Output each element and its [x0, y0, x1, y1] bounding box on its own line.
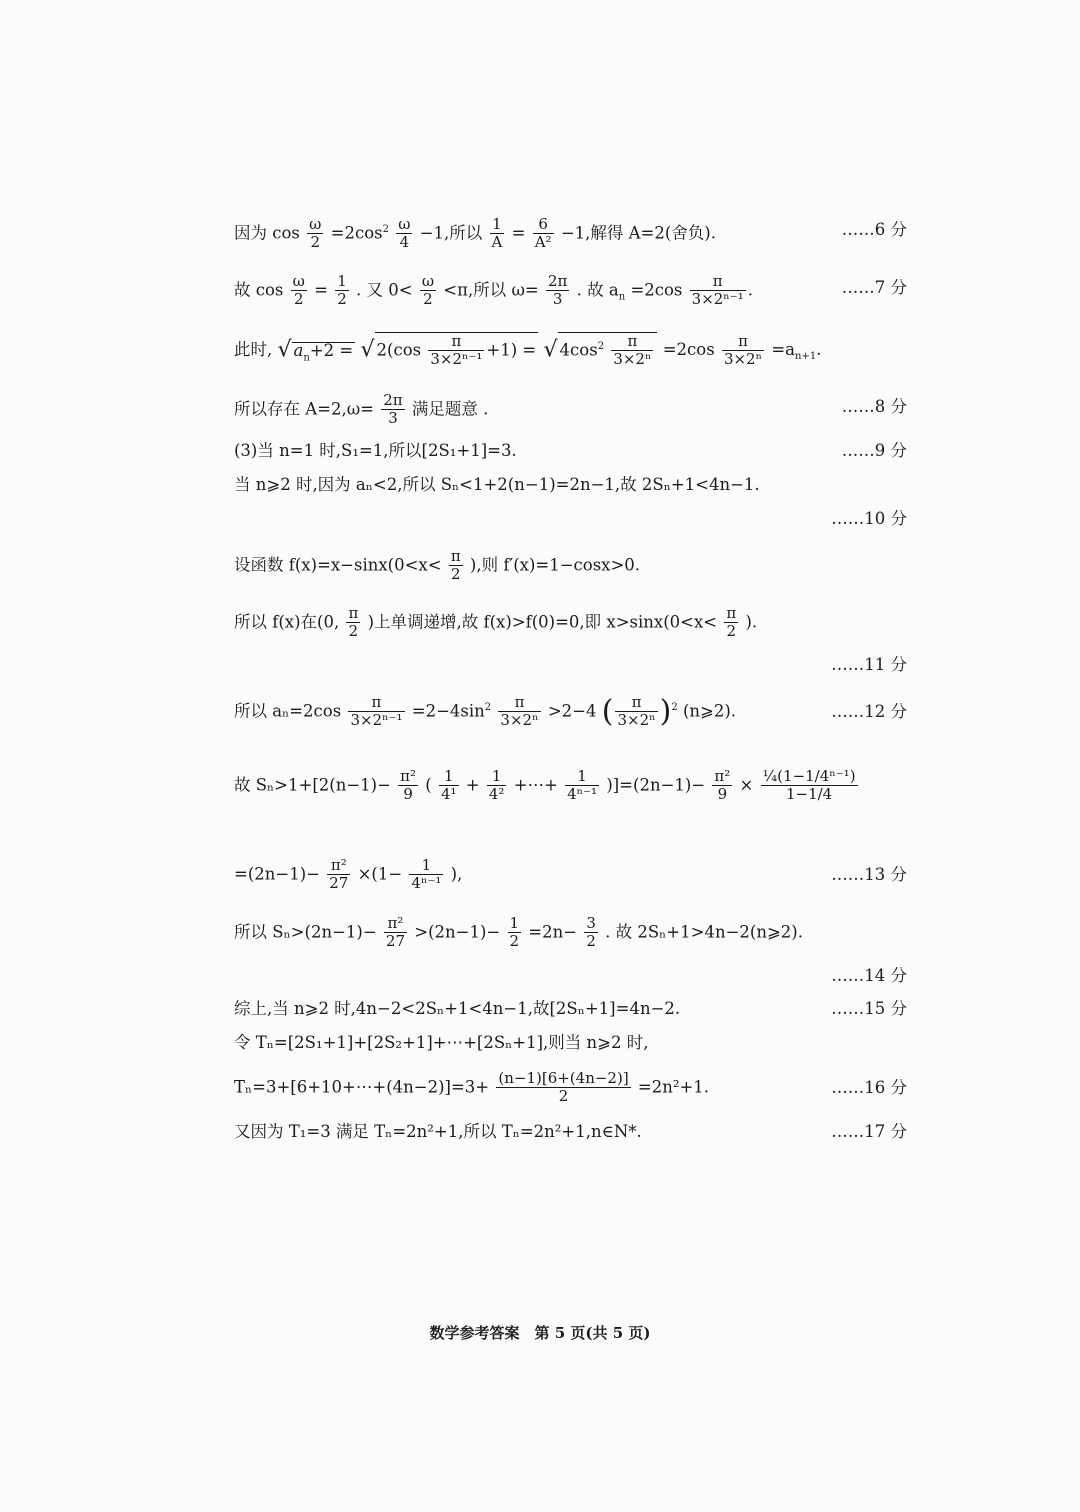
fraction: $\frac{1}{A}$	[491, 215, 503, 252]
fraction: $\frac{\omega}{2}$	[421, 272, 435, 309]
score-7: ……7 分	[841, 278, 907, 297]
text: . 故 2Sₙ+1>4n−2(n⩾2).	[605, 922, 803, 942]
fraction: $\frac{\text{π²}}{27}$	[329, 856, 349, 893]
text: =a	[771, 339, 796, 359]
text: =2−4sin	[411, 701, 485, 721]
text: 故 cos	[234, 280, 284, 300]
text: Tₙ=3+[6+10+⋯+(4n−2)]=3+	[234, 1077, 490, 1097]
text: 所以 f(x)在(0,	[234, 612, 340, 632]
fraction: $\frac{\text{π²}}{27}$	[385, 914, 406, 951]
fraction: $\frac{\pi}{2}$	[726, 604, 737, 641]
score-14: ……14 分	[831, 966, 907, 985]
text: 所以 aₙ=2cos	[234, 701, 342, 721]
text: 因为 cos	[234, 223, 300, 243]
line-10	[234, 768, 860, 804]
fraction: $\frac{\omega}{2}$	[309, 215, 322, 252]
text: +⋯+	[513, 775, 558, 795]
text: 此时,	[234, 339, 273, 359]
fraction: $\frac{1}{\text{4ⁿ⁻¹}}$	[411, 856, 442, 893]
line-16: 又因为 T₁=3 满足 Tₙ=2n²+1,所以 Tₙ=2n²+1,n∈N*.	[234, 1122, 642, 1141]
line-4	[234, 392, 488, 428]
fraction: $\frac{1}{2}$	[337, 272, 347, 309]
text: 所以 Sₙ>(2n−1)−	[234, 922, 377, 942]
text: ×(1−	[357, 864, 403, 884]
text: =2cos	[662, 339, 715, 359]
fraction: $\frac{\omega}{2}$	[292, 272, 305, 309]
text: +	[465, 775, 480, 795]
fraction: $\frac{(n-1)[6+(4n-2)]}{2}$	[498, 1069, 629, 1106]
line-9: 所以 aₙ=2cos $\frac{\pi}{\text{3×2ⁿ⁻¹}}$ $=2-4\sin^2$ $\frac{\pi}{\text{3×2ⁿ}}$ >2−4 ( $\frac{\pi}{\text{3×2ⁿ}}$ )$^2$ (n⩾2).	[234, 693, 737, 730]
text: +1) =	[486, 340, 537, 360]
text: +2 =	[309, 340, 354, 360]
text: −1,解得 A=2(舍负).	[560, 223, 716, 243]
fraction: $\frac{\pi}{2}$	[348, 604, 359, 641]
line-12	[234, 915, 803, 951]
text: >(2n−1)−	[414, 922, 501, 942]
text: a	[293, 340, 304, 360]
text: ×	[739, 775, 754, 795]
text: −1,所以	[419, 223, 483, 243]
text: 所以存在 A=2,ω=	[234, 399, 375, 419]
line-3: 此时, √ $a_n+2$ = √ 2(cos $\frac{\pi}{\text{3×2ⁿ⁻¹}}$ +1) = √ $4\cos^2$ $\frac{\pi}{\text{3×2ⁿ}}$ =2cos $\frac{\pi}{\text{3×2ⁿ}}$ $=a_{n+1}$.	[234, 331, 822, 369]
score-17: ……17 分	[831, 1122, 907, 1141]
page-footer: 数学参考答案 第 5 页(共 5 页)	[429, 1324, 651, 1342]
score-9: ……9 分	[841, 441, 907, 460]
fraction: $\frac{2\pi}{3}$	[383, 391, 403, 428]
text: . 又 0<	[356, 280, 413, 300]
fraction: $\frac{3}{2}$	[586, 914, 596, 951]
fraction: $\frac{\pi}{\text{3×2ⁿ}}$	[617, 693, 656, 730]
line-8	[234, 605, 757, 641]
text: 设函数 f(x)=x−sinx(0<x<	[234, 555, 442, 575]
fraction: $\frac{\text{π²}}{9}$	[400, 767, 417, 804]
text: =2cos	[330, 223, 383, 243]
score-13: ……13 分	[831, 865, 907, 884]
fraction: $\frac{\pi}{\text{3×2ⁿ}}$	[613, 332, 652, 369]
fraction: $\frac{\pi}{\text{3×2ⁿ}}$	[723, 331, 763, 368]
text: =2cos	[630, 280, 683, 300]
fraction: $\frac{6}{\text{A²}}$	[534, 215, 552, 252]
fraction: $\frac{\text{¼(1−1/4ⁿ⁻¹)}}{1-1/4}$	[762, 767, 856, 804]
fraction: $\frac{2\pi}{3}$	[548, 272, 568, 309]
text: )上单调递增,故 f(x)>f(0)=0,即 x>sinx(0<x<	[367, 612, 718, 632]
score-12: ……12 分	[831, 702, 907, 721]
line-13: 综上,当 n⩾2 时,4n−2<2Sₙ+1<4n−1,故[2Sₙ+1]=4n−2.	[234, 999, 681, 1018]
text: ).	[745, 612, 758, 632]
fraction: $\frac{\pi}{\text{3×2ⁿ⁻¹}}$	[430, 332, 483, 369]
score-15: ……15 分	[831, 999, 907, 1018]
line-7	[234, 548, 640, 584]
line-11	[234, 857, 462, 893]
line-14: 令 Tₙ=[2S₁+1]+[2S₂+1]+⋯+[2Sₙ+1],则当 n⩾2 时,	[234, 1033, 649, 1052]
score-8: ……8 分	[841, 397, 907, 416]
text: (	[425, 775, 432, 795]
fraction: $\frac{1}{\text{4²}}$	[488, 767, 505, 804]
fraction: $\frac{1}{2}$	[509, 914, 520, 951]
text: =2n−	[528, 922, 578, 942]
score-11: ……11 分	[831, 655, 907, 674]
text: <π,所以 ω=	[443, 280, 539, 300]
score-10: ……10 分	[831, 509, 907, 528]
text: 2(cos	[376, 340, 422, 360]
fraction: $\frac{\pi}{\text{3×2ⁿ⁻¹}}$	[350, 693, 403, 730]
text: ),	[450, 864, 463, 884]
text: ),则 f′(x)=1−cosx>0.	[469, 555, 641, 575]
line-6: 当 n⩾2 时,因为 aₙ<2,所以 Sₙ<1+2(n−1)=2n−1,故 2Sₙ+1<4n−1.	[234, 475, 760, 494]
line-5: (3)当 n=1 时,S₁=1,所以[2S₁+1]=3.	[234, 441, 517, 460]
text: =2n²+1.	[637, 1077, 710, 1097]
text: . 故 a	[576, 280, 619, 300]
fraction: $\frac{\omega}{4}$	[398, 215, 411, 252]
text: 故 Sₙ>1+[2(n−1)−	[234, 775, 391, 795]
text: )]=(2n−1)−	[606, 775, 706, 795]
fraction: $\frac{\pi}{\text{3×2ⁿ⁻¹}}$	[691, 272, 744, 309]
score-6: ……6 分	[841, 220, 907, 239]
fraction: $\frac{1}{\text{4ⁿ⁻¹}}$	[567, 767, 598, 804]
line-1: 因为 cos $\frac{\omega}{2}$ $=2\cos^2$ $\frac{\omega}{4}$ −1,所以 $\frac{1}{A}$ = $\frac{6}{\text{A²}}$ −1,解得 A=2(舍负).	[234, 215, 716, 252]
score-16: ……16 分	[831, 1078, 907, 1097]
fraction: $\frac{\pi}{2}$	[450, 547, 461, 584]
text: =(2n−1)−	[234, 864, 320, 884]
fraction: $\frac{\pi}{\text{3×2ⁿ}}$	[500, 693, 539, 730]
text: (n⩾2).	[682, 701, 737, 721]
line-2: 故 cos $\frac{\omega}{2}$ = $\frac{1}{2}$ . 又 0< $\frac{\omega}{2}$ <π,所以 ω= $\frac{2\pi}{3}$ . 故 $a_n =2\cos$ $\frac{\pi}{\text{3×2ⁿ⁻¹}}$ .	[234, 272, 753, 309]
text: =	[511, 223, 526, 243]
text: >2−4	[547, 701, 597, 721]
fraction: $\frac{\text{π²}}{9}$	[714, 767, 731, 804]
text: =	[314, 280, 328, 300]
line-15	[234, 1070, 709, 1106]
text: 4cos	[559, 340, 598, 360]
fraction: $\frac{1}{\text{4¹}}$	[440, 767, 457, 804]
text: 满足题意 .	[411, 399, 489, 419]
